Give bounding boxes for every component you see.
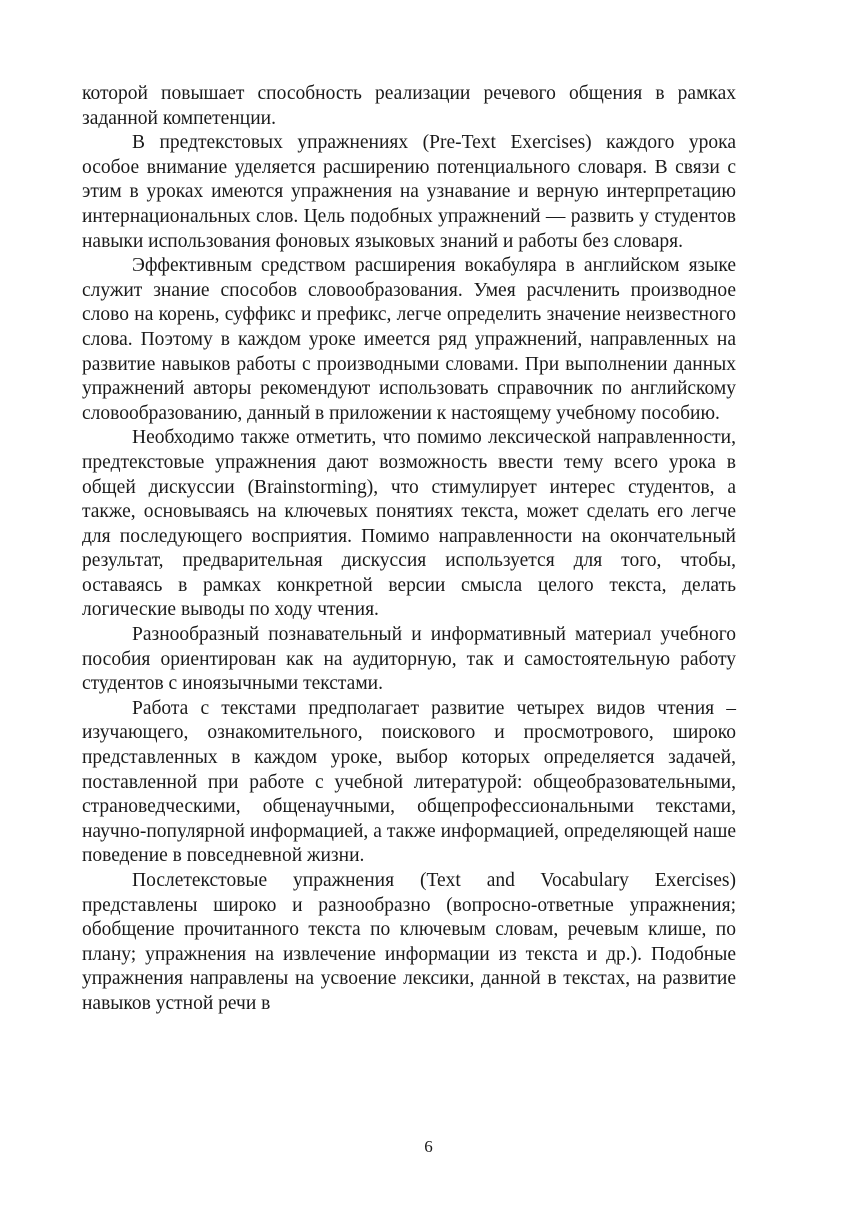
paragraph-continuation: которой повышает способность реализации речевого общения в рамках заданной компетенции.	[82, 83, 736, 129]
paragraph-material: Разнообразный познавательный и информативный материал учебного пособия ориентирован как на аудиторную, так и самостоятельную работу студентов с иноязычными текстами.	[82, 624, 736, 695]
page-body	[82, 82, 736, 1017]
paragraph-word-formation: Эффективным средством расширения вокабуляра в английском языке служит знание способов словообразования. Умея расчленить производное слово на корень, суффикс и префикс, легче определить значение неизвестного слова. Поэтому в каждом уроке имеется ряд упражнений, направленных на развитие навыков работы с производными словами. При выполнении данных упражнений авторы рекомендуют использовать справочник по английскому словообразованию, данный в приложении к настоящему учебному пособию.	[82, 255, 736, 424]
paragraph-reading-types: Работа с текстами предполагает развитие четырех видов чтения – изучающего, ознакомительного, поискового и просмотрового, широко представленных в каждом уроке, выбор которых определяется задачей, поставленной при работе с учебной литературой: общеобразовательными, страноведческими, общенаучными, общепрофессиональными текстами, научно-популярной информацией, а также информацией, определяющей наше поведение в повседневной жизни.	[82, 697, 736, 867]
paragraph-pre-text-exercises: В предтекстовых упражнениях (Pre-Text Exercises) каждого урока особое внимание уделяется расширению потенциального словаря. В связи с этим в уроках имеются упражнения на узнавание и верную интерпретацию интернациональных слов. Цель подобных упражнений — развить у студентов навыки использования фоновых языковых знаний и работы без словаря.	[82, 132, 736, 252]
page-number: 6	[424, 1137, 433, 1156]
paragraph-post-text-exercises: Послетекстовые упражнения (Text and Vocabulary Exercises) представлены широко и разнообразно (вопросно-ответные упражнения; обобщение прочитанного текста по ключевым словам, речевым клише, по плану; упражнения на извлечение информации из текста и др.). Подобные упражнения направлены на усвоение лексики, данной в текстах, на развитие навыков устной речи в	[82, 870, 736, 1014]
paragraph-brainstorming: Необходимо также отметить, что помимо лексической направленности, предтекстовые упражнения дают возможность ввести тему всего урока в общей дискуссии (Brainstorming), что стимулирует интерес студентов, а также, основываясь на ключевых понятиях текста, может сделать его легче для последующего восприятия. Помимо направленности на окончательный результат, предварительная дискуссия используется для того, чтобы, оставаясь в рамках конкретной версии смысла целого текста, делать логические выводы по ходу чтения.	[82, 427, 736, 621]
